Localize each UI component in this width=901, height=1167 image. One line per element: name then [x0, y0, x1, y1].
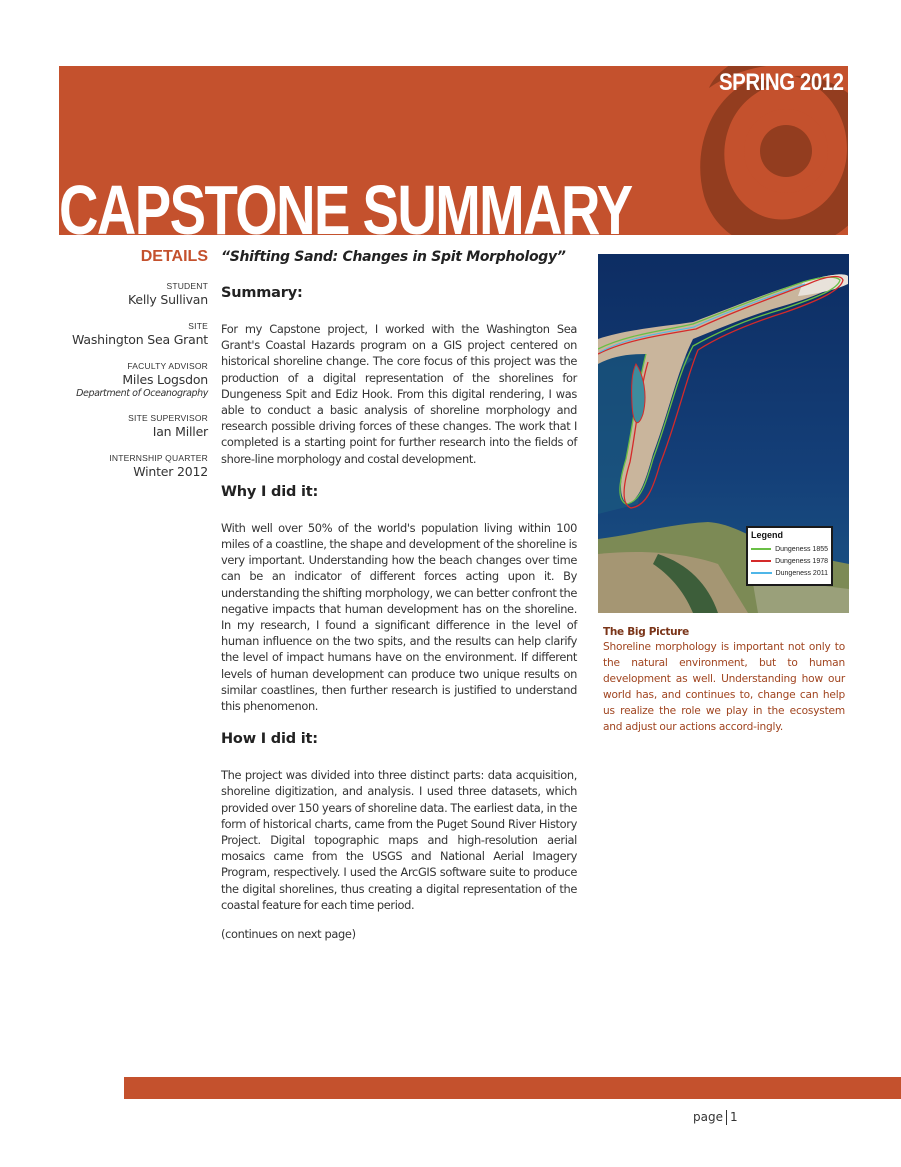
detail-label: SITE SUPERVISOR: [128, 413, 208, 423]
caption-title: The Big Picture: [603, 626, 690, 638]
page-label: page: [693, 1110, 723, 1124]
detail-value: Ian Miller: [152, 424, 208, 439]
legend-item: [751, 555, 828, 567]
page-number-value: 1: [729, 1110, 738, 1124]
why-paragraph: With well over 50% of the world's population living within 100 miles of a coastline, the shape and development of the shoreline is very important. Understanding how the beach changes over time can be an indicator of different forces acting upon it. By understanding the shifting morphology, we can better confront the negative impacts that human development has on the shoreline. In my research, I found a significant difference in the level of human influence on the two spits, and the results can help clarify the level of impact humans have on the environment. If different levels of human development can produce two unique results on similar coastlines, then further research is justified to understand this phenomenon.: [221, 520, 577, 714]
shoreline-map-image: [598, 254, 849, 613]
project-title: “Shifting Sand: Changes in Spit Morphology”: [221, 249, 566, 265]
legend-swatch-blue: [751, 572, 772, 574]
detail-internship-quarter: [60, 452, 208, 480]
legend-label: Dungeness 1978: [775, 557, 828, 565]
page-title: CAPSTONE SUMMARY: [59, 171, 632, 235]
detail-value: Washington Sea Grant: [72, 332, 208, 347]
page-number: [693, 1110, 738, 1125]
continuation-note: (continues on next page): [221, 927, 356, 942]
detail-value: Winter 2012: [133, 464, 208, 479]
details-column: [60, 248, 208, 492]
detail-label: FACULTY ADVISOR: [127, 361, 208, 371]
map-legend: [746, 526, 833, 586]
main-column: [221, 249, 577, 941]
summary-heading: Summary:: [221, 285, 303, 301]
detail-label: INTERNSHIP QUARTER: [109, 453, 208, 463]
detail-faculty-advisor: [60, 360, 208, 400]
legend-label: Dungeness 1855: [775, 545, 828, 553]
big-picture-caption: [603, 625, 845, 735]
how-heading: How I did it:: [221, 731, 318, 748]
season-label: SPRING 2012: [719, 69, 844, 96]
detail-department: Department of Oceanography: [76, 388, 208, 399]
detail-label: SITE: [188, 321, 208, 331]
caption-text: Shoreline morphology is important not only to the natural environment, but to human development as well. Understanding how our world has, and continues to, change can help us realize the role we play in the ecosystem and adjust our actions accord-ingly.: [603, 641, 845, 733]
detail-student: [60, 280, 208, 308]
legend-item: [751, 543, 828, 555]
footer-bar: [124, 1077, 901, 1099]
header-banner: [59, 66, 848, 235]
details-heading: DETAILS: [140, 248, 208, 265]
detail-site: [60, 320, 208, 348]
legend-swatch-red: [751, 560, 771, 562]
detail-label: STUDENT: [166, 281, 208, 291]
page-separator: [726, 1110, 727, 1125]
legend-swatch-green: [751, 548, 771, 550]
detail-site-supervisor: [60, 412, 208, 440]
legend-item: [751, 567, 828, 579]
detail-value: Miles Logsdon: [122, 372, 208, 387]
legend-label: Dungeness 2011: [775, 569, 828, 577]
legend-title: Legend: [751, 530, 784, 540]
how-paragraph: The project was divided into three distinct parts: data acquisition, shoreline digitization, and analysis. I used three datasets, which provided over 150 years of shoreline data. The earliest data, in the form of historical charts, came from the Puget Sound River History Project. Digital topographic maps and high-resolution aerial mosaics came from the USGS and National Aerial Imagery Program, respectively. I used the ArcGIS software suite to produce the digital shorelines, thus creating a digital representation of the coastal feature for each time period.: [221, 768, 577, 912]
detail-value: Kelly Sullivan: [127, 292, 208, 307]
why-heading: Why I did it:: [221, 483, 319, 500]
summary-paragraph: For my Capstone project, I worked with the Washington Sea Grant's Coastal Hazards program on a GIS project centered on historical shoreline change. The core focus of this project was the production of a digital representation of the shorelines for Dungeness Spit and Ediz Hook. From this digital rendering, I was able to conduct a basic analysis of shoreline morphology and research possible driving forces of these changes. The work that I completed is a starting point for further research into the fields of shore-line morphology and costal development.: [221, 322, 577, 466]
